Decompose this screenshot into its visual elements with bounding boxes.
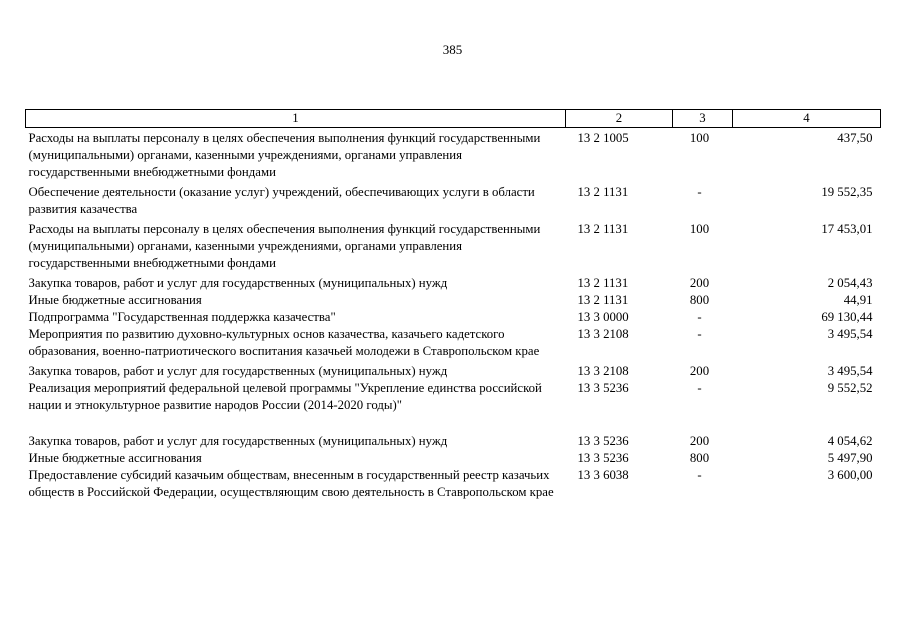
table-row — [26, 128, 881, 185]
table-row — [26, 363, 881, 380]
row-expense-type: - — [697, 468, 702, 482]
row-code: 13 2 1131 — [577, 276, 629, 290]
row-code: 13 2 1131 — [577, 222, 629, 236]
row-amount: 3 495,54 — [827, 327, 873, 341]
row-name: Мероприятия по развитию духовно-культурных основ казачества, казачьего кадетского образования, военно-патриотического воспитания казачьей молодежи в Ставропольском крае — [28, 327, 540, 358]
row-expense-type: - — [697, 381, 702, 395]
row-code: 13 3 2108 — [577, 364, 629, 378]
column-header-3: 3 — [673, 110, 733, 128]
row-amount: 3 600,00 — [827, 468, 873, 482]
column-header-4: 4 — [733, 110, 881, 128]
row-code: 13 3 6038 — [577, 468, 629, 482]
row-amount: 437,50 — [837, 131, 873, 145]
row-code: 13 2 1131 — [577, 293, 629, 307]
row-amount: 5 497,90 — [827, 451, 873, 465]
row-amount: 17 453,01 — [821, 222, 873, 236]
table-row — [26, 467, 881, 501]
table-row — [26, 221, 881, 275]
row-expense-type: - — [697, 310, 702, 324]
row-code: 13 3 0000 — [577, 310, 629, 324]
table-row — [26, 450, 881, 467]
table-row — [26, 309, 881, 326]
row-expense-type: 200 — [689, 276, 710, 290]
row-expense-type: - — [697, 185, 702, 199]
row-code: 13 2 1131 — [577, 185, 629, 199]
row-amount: 44,91 — [843, 293, 873, 307]
row-name: Закупка товаров, работ и услуг для государственных (муниципальных) нужд — [28, 434, 448, 448]
row-expense-type: 200 — [689, 434, 710, 448]
page-number: 385 — [442, 42, 463, 57]
row-amount: 69 130,44 — [821, 310, 873, 324]
table-row — [26, 326, 881, 363]
row-amount: 3 495,54 — [827, 364, 873, 378]
row-name: Иные бюджетные ассигнования — [28, 293, 202, 307]
row-code: 13 3 2108 — [577, 327, 629, 341]
row-expense-type: 100 — [689, 222, 710, 236]
row-code: 13 2 1005 — [577, 131, 629, 145]
row-code: 13 3 5236 — [577, 451, 629, 465]
table-row — [26, 184, 881, 221]
row-expense-type: 800 — [689, 451, 710, 465]
row-expense-type: 100 — [689, 131, 710, 145]
budget-table — [25, 109, 881, 501]
table-header — [26, 110, 881, 128]
row-name: Расходы на выплаты персоналу в целях обеспечения выполнения функций государственными (муниципальными) органами, казенными учреждениями, органами управления государственными внебюджетными фондами — [28, 131, 541, 179]
row-amount: 9 552,52 — [827, 381, 873, 395]
row-name: Реализация мероприятий федеральной целевой программы "Укрепление единства российской нации и этнокультурное развитие народов России (2014-2020 годы)" — [28, 381, 542, 412]
row-name: Предоставление субсидий казачьим обществам, внесенным в государственный реестр казачьих обществ в Российской Федерации, осуществляющим свою деятельность в Ставропольском крае — [28, 468, 554, 499]
row-name: Иные бюджетные ассигнования — [28, 451, 202, 465]
row-name: Подпрограмма "Государственная поддержка казачества" — [28, 310, 336, 324]
row-name: Закупка товаров, работ и услуг для государственных (муниципальных) нужд — [28, 364, 448, 378]
row-expense-type: - — [697, 327, 702, 341]
column-header-1: 1 — [26, 110, 566, 128]
table-row — [26, 292, 881, 309]
table-row — [26, 380, 881, 433]
column-header-2: 2 — [566, 110, 673, 128]
row-expense-type: 200 — [689, 364, 710, 378]
row-amount: 4 054,62 — [827, 434, 873, 448]
row-code: 13 3 5236 — [577, 434, 629, 448]
row-expense-type: 800 — [689, 293, 710, 307]
table-row — [26, 433, 881, 450]
table-row — [26, 275, 881, 292]
row-amount: 2 054,43 — [827, 276, 873, 290]
row-amount: 19 552,35 — [821, 185, 873, 199]
row-name: Расходы на выплаты персоналу в целях обеспечения выполнения функций государственными (муниципальными) органами, казенными учреждениями, органами управления государственными внебюджетными фондами — [28, 222, 541, 270]
row-name: Обеспечение деятельности (оказание услуг) учреждений, обеспечивающих услуги в области развития казачества — [28, 185, 535, 216]
table-body — [26, 128, 881, 502]
row-name: Закупка товаров, работ и услуг для государственных (муниципальных) нужд — [28, 276, 448, 290]
row-code: 13 3 5236 — [577, 381, 629, 395]
